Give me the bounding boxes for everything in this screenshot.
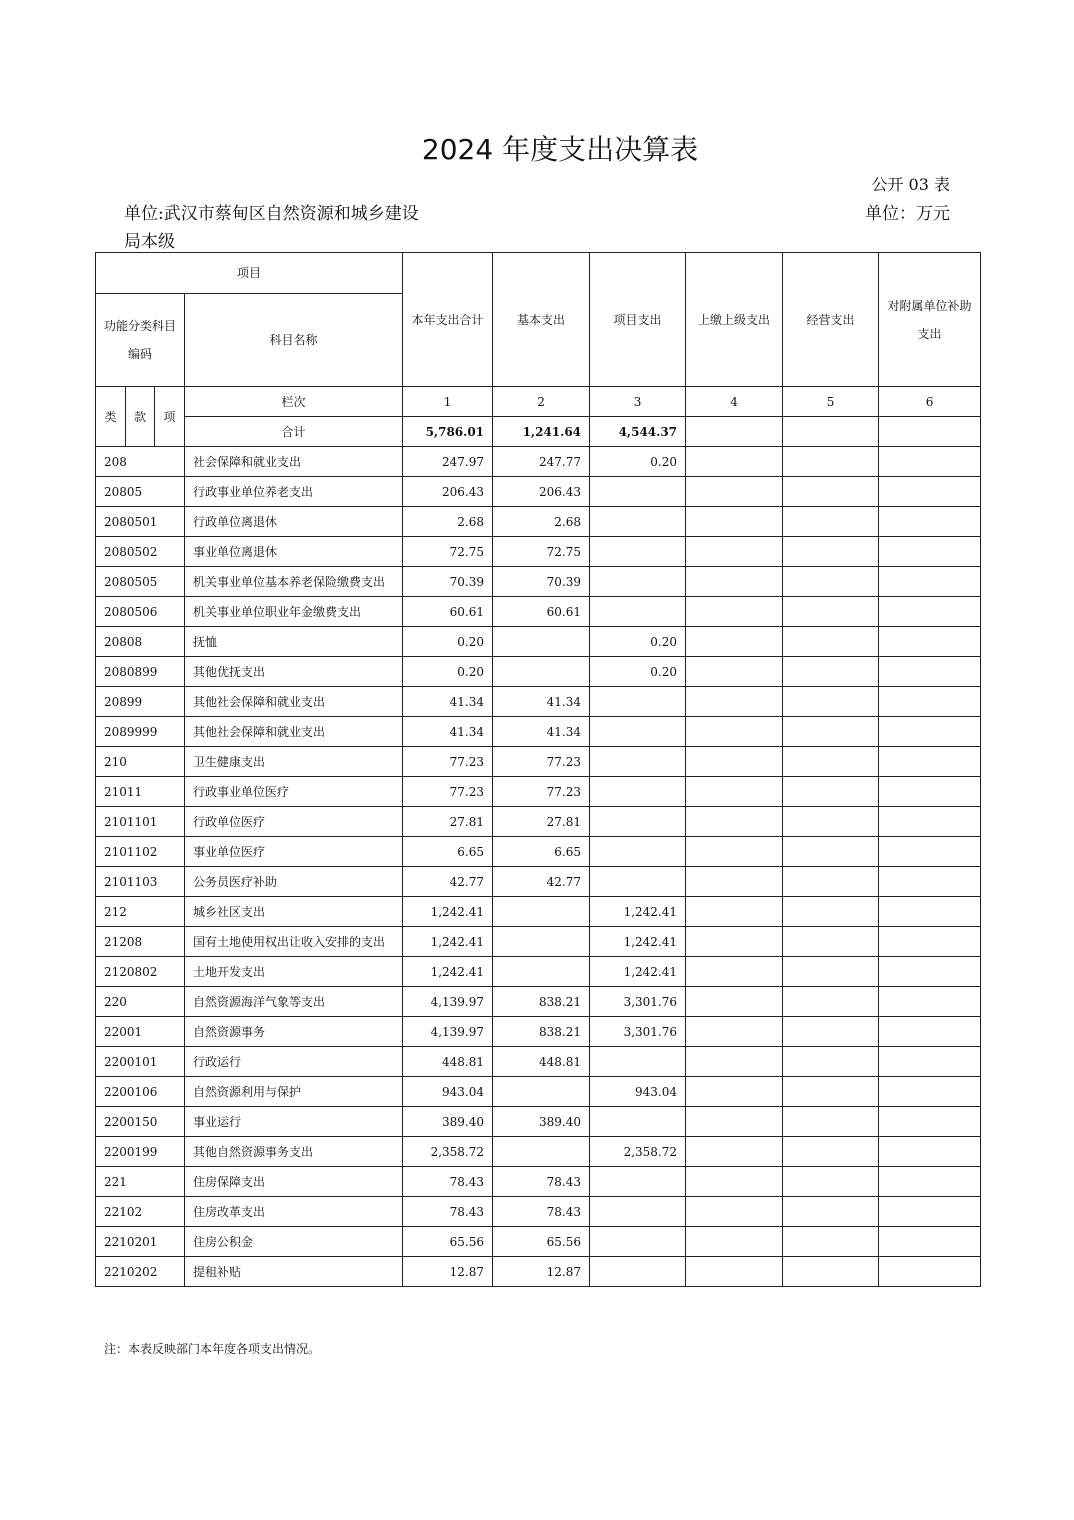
cell-code: 20805	[96, 477, 185, 507]
totals-project: 4,544.37	[590, 417, 686, 447]
cell-subsidy	[879, 477, 981, 507]
cell-upper	[686, 507, 783, 537]
header-subject-name: 科目名称	[185, 294, 403, 387]
header-func-code: 功能分类科目编码	[96, 294, 185, 387]
cell-project	[590, 717, 686, 747]
cell-operation	[783, 1107, 879, 1137]
cell-upper	[686, 807, 783, 837]
cell-operation	[783, 687, 879, 717]
cell-subsidy	[879, 1047, 981, 1077]
header-total: 本年支出合计	[403, 253, 493, 387]
cell-subject-name: 自然资源利用与保护	[185, 1077, 403, 1107]
cell-subsidy	[879, 627, 981, 657]
cell-subsidy	[879, 687, 981, 717]
cell-code: 220	[96, 987, 185, 1017]
cell-project: 0.20	[590, 657, 686, 687]
cell-basic	[493, 627, 590, 657]
header-xiang: 项	[155, 387, 185, 447]
table-row	[96, 807, 981, 837]
cell-subject-name: 土地开发支出	[185, 957, 403, 987]
cell-subject-name: 机关事业单位职业年金缴费支出	[185, 597, 403, 627]
cell-operation	[783, 567, 879, 597]
cell-code: 2080501	[96, 507, 185, 537]
cell-basic	[493, 1137, 590, 1167]
cell-project	[590, 567, 686, 597]
unit-organization-line1: 单位:武汉市蔡甸区自然资源和城乡建设	[124, 204, 419, 224]
cell-code: 22001	[96, 1017, 185, 1047]
cell-operation	[783, 477, 879, 507]
cell-project: 1,242.41	[590, 927, 686, 957]
totals-total: 5,786.01	[403, 417, 493, 447]
header-project: 项目支出	[590, 253, 686, 387]
cell-total: 2.68	[403, 507, 493, 537]
cell-operation	[783, 537, 879, 567]
cell-subject-name: 住房改革支出	[185, 1197, 403, 1227]
cell-total: 41.34	[403, 717, 493, 747]
cell-upper	[686, 447, 783, 477]
cell-subsidy	[879, 867, 981, 897]
cell-basic: 2.68	[493, 507, 590, 537]
cell-basic: 247.77	[493, 447, 590, 477]
cell-basic: 389.40	[493, 1107, 590, 1137]
cell-subject-name: 卫生健康支出	[185, 747, 403, 777]
cell-total: 42.77	[403, 867, 493, 897]
cell-total: 4,139.97	[403, 1017, 493, 1047]
cell-upper	[686, 537, 783, 567]
header-item: 项目	[96, 253, 403, 294]
cell-subsidy	[879, 1197, 981, 1227]
cell-total: 78.43	[403, 1197, 493, 1227]
form-number: 公开 03 表	[871, 175, 950, 194]
table-row	[96, 687, 981, 717]
cell-subject-name: 事业运行	[185, 1107, 403, 1137]
table-row	[96, 837, 981, 867]
cell-basic: 12.87	[493, 1257, 590, 1287]
cell-project: 1,242.41	[590, 957, 686, 987]
cell-subsidy	[879, 717, 981, 747]
cell-subject-name: 机关事业单位基本养老保险缴费支出	[185, 567, 403, 597]
cell-total: 65.56	[403, 1227, 493, 1257]
table-body	[96, 253, 981, 1287]
cell-upper	[686, 777, 783, 807]
cell-subject-name: 自然资源事务	[185, 1017, 403, 1047]
cell-code: 2210201	[96, 1227, 185, 1257]
cell-operation	[783, 1137, 879, 1167]
cell-total: 77.23	[403, 777, 493, 807]
table-row	[96, 987, 981, 1017]
cell-project	[590, 1257, 686, 1287]
cell-operation	[783, 627, 879, 657]
col-index-2: 2	[493, 387, 590, 417]
table-row	[96, 1257, 981, 1287]
cell-upper	[686, 1077, 783, 1107]
header-operation: 经营支出	[783, 253, 879, 387]
cell-upper	[686, 1017, 783, 1047]
totals-row	[96, 417, 981, 447]
cell-subsidy	[879, 597, 981, 627]
cell-code: 2200199	[96, 1137, 185, 1167]
cell-subsidy	[879, 747, 981, 777]
cell-basic: 41.34	[493, 717, 590, 747]
cell-basic: 27.81	[493, 807, 590, 837]
cell-operation	[783, 717, 879, 747]
cell-code: 210	[96, 747, 185, 777]
table-row	[96, 537, 981, 567]
table-row	[96, 1197, 981, 1227]
cell-subsidy	[879, 927, 981, 957]
cell-code: 2200150	[96, 1107, 185, 1137]
header-kuan: 款	[126, 387, 155, 447]
cell-code: 2101102	[96, 837, 185, 867]
cell-basic: 72.75	[493, 537, 590, 567]
cell-total: 27.81	[403, 807, 493, 837]
cell-upper	[686, 987, 783, 1017]
col-index-3: 3	[590, 387, 686, 417]
cell-project	[590, 777, 686, 807]
cell-subsidy	[879, 567, 981, 597]
cell-operation	[783, 897, 879, 927]
cell-subsidy	[879, 957, 981, 987]
cell-code: 2080899	[96, 657, 185, 687]
cell-code: 2120802	[96, 957, 185, 987]
cell-code: 21208	[96, 927, 185, 957]
cell-subject-name: 行政单位离退休	[185, 507, 403, 537]
cell-subsidy	[879, 657, 981, 687]
header-row-1	[96, 253, 981, 294]
cell-operation	[783, 507, 879, 537]
cell-basic: 838.21	[493, 987, 590, 1017]
cell-code: 2200101	[96, 1047, 185, 1077]
cell-code: 221	[96, 1167, 185, 1197]
col-index-1: 1	[403, 387, 493, 417]
cell-total: 60.61	[403, 597, 493, 627]
cell-total: 77.23	[403, 747, 493, 777]
table-row	[96, 597, 981, 627]
cell-upper	[686, 897, 783, 927]
cell-code: 21011	[96, 777, 185, 807]
cell-upper	[686, 1167, 783, 1197]
cell-operation	[783, 1047, 879, 1077]
cell-project	[590, 477, 686, 507]
cell-basic	[493, 957, 590, 987]
cell-subject-name: 抚恤	[185, 627, 403, 657]
cell-subsidy	[879, 1017, 981, 1047]
cell-project: 3,301.76	[590, 1017, 686, 1047]
cell-operation	[783, 1227, 879, 1257]
table-row	[96, 1167, 981, 1197]
cell-subject-name: 行政运行	[185, 1047, 403, 1077]
header-upper: 上缴上级支出	[686, 253, 783, 387]
cell-project	[590, 687, 686, 717]
cell-basic: 6.65	[493, 837, 590, 867]
cell-subject-name: 事业单位医疗	[185, 837, 403, 867]
cell-code: 2080502	[96, 537, 185, 567]
cell-total: 0.20	[403, 627, 493, 657]
cell-operation	[783, 597, 879, 627]
cell-subject-name: 行政事业单位医疗	[185, 777, 403, 807]
cell-project: 943.04	[590, 1077, 686, 1107]
cell-code: 2210202	[96, 1257, 185, 1287]
table-row	[96, 1137, 981, 1167]
cell-project	[590, 1047, 686, 1077]
cell-basic: 77.23	[493, 747, 590, 777]
cell-basic	[493, 927, 590, 957]
cell-code: 2080505	[96, 567, 185, 597]
cell-upper	[686, 597, 783, 627]
col-index-6: 6	[879, 387, 981, 417]
cell-total: 2,358.72	[403, 1137, 493, 1167]
cell-total: 247.97	[403, 447, 493, 477]
cell-upper	[686, 747, 783, 777]
cell-basic: 206.43	[493, 477, 590, 507]
cell-subsidy	[879, 1107, 981, 1137]
table-row	[96, 897, 981, 927]
cell-subsidy	[879, 1227, 981, 1257]
cell-subject-name: 其他自然资源事务支出	[185, 1137, 403, 1167]
cell-subject-name: 公务员医疗补助	[185, 867, 403, 897]
cell-subject-name: 住房公积金	[185, 1227, 403, 1257]
cell-project	[590, 1167, 686, 1197]
cell-subject-name: 社会保障和就业支出	[185, 447, 403, 477]
cell-basic: 448.81	[493, 1047, 590, 1077]
cell-total: 389.40	[403, 1107, 493, 1137]
cell-operation	[783, 837, 879, 867]
cell-upper	[686, 1107, 783, 1137]
cell-operation	[783, 927, 879, 957]
totals-operation	[783, 417, 879, 447]
cell-upper	[686, 1197, 783, 1227]
cell-subject-name: 行政单位医疗	[185, 807, 403, 837]
cell-subsidy	[879, 537, 981, 567]
cell-subject-name: 自然资源海洋气象等支出	[185, 987, 403, 1017]
table-row	[96, 927, 981, 957]
table-row	[96, 747, 981, 777]
table-row	[96, 1047, 981, 1077]
cell-basic: 65.56	[493, 1227, 590, 1257]
cell-subject-name: 其他优抚支出	[185, 657, 403, 687]
cell-project	[590, 837, 686, 867]
totals-upper	[686, 417, 783, 447]
cell-basic: 41.34	[493, 687, 590, 717]
cell-operation	[783, 1077, 879, 1107]
cell-code: 22102	[96, 1197, 185, 1227]
cell-total: 70.39	[403, 567, 493, 597]
totals-subsidy	[879, 417, 981, 447]
cell-code: 2200106	[96, 1077, 185, 1107]
cell-basic: 77.23	[493, 777, 590, 807]
table-row	[96, 777, 981, 807]
cell-basic	[493, 657, 590, 687]
unit-organization	[124, 200, 419, 256]
cell-upper	[686, 1047, 783, 1077]
cell-code: 2080506	[96, 597, 185, 627]
cell-basic: 42.77	[493, 867, 590, 897]
cell-upper	[686, 1227, 783, 1257]
cell-upper	[686, 927, 783, 957]
cell-project	[590, 1107, 686, 1137]
col-index-5: 5	[783, 387, 879, 417]
table-row	[96, 477, 981, 507]
cell-project	[590, 537, 686, 567]
cell-total: 12.87	[403, 1257, 493, 1287]
cell-project: 0.20	[590, 447, 686, 477]
cell-project: 3,301.76	[590, 987, 686, 1017]
cell-code: 208	[96, 447, 185, 477]
cell-total: 1,242.41	[403, 927, 493, 957]
table-row	[96, 1017, 981, 1047]
cell-upper	[686, 957, 783, 987]
table-row	[96, 657, 981, 687]
cell-basic	[493, 1077, 590, 1107]
table-row	[96, 567, 981, 597]
cell-upper	[686, 627, 783, 657]
expenditure-table	[95, 252, 981, 1287]
cell-subsidy	[879, 897, 981, 927]
cell-operation	[783, 1167, 879, 1197]
cell-subject-name: 城乡社区支出	[185, 897, 403, 927]
cell-code: 2089999	[96, 717, 185, 747]
cell-basic: 838.21	[493, 1017, 590, 1047]
cell-code: 2101103	[96, 867, 185, 897]
header-column-order: 栏次	[185, 387, 403, 417]
cell-project	[590, 1197, 686, 1227]
table-row	[96, 957, 981, 987]
cell-upper	[686, 567, 783, 597]
cell-total: 0.20	[403, 657, 493, 687]
cell-subsidy	[879, 1137, 981, 1167]
totals-label: 合计	[185, 417, 403, 447]
cell-subject-name: 行政事业单位养老支出	[185, 477, 403, 507]
cell-subject-name: 住房保障支出	[185, 1167, 403, 1197]
cell-operation	[783, 777, 879, 807]
cell-operation	[783, 1017, 879, 1047]
cell-upper	[686, 837, 783, 867]
cell-operation	[783, 957, 879, 987]
table-row	[96, 1107, 981, 1137]
cell-basic: 70.39	[493, 567, 590, 597]
totals-basic: 1,241.64	[493, 417, 590, 447]
cell-upper	[686, 867, 783, 897]
cell-code: 20899	[96, 687, 185, 717]
cell-project	[590, 867, 686, 897]
table-note: 注：本表反映部门本年度各项支出情况。	[104, 1342, 321, 1356]
table-row	[96, 717, 981, 747]
cell-code: 212	[96, 897, 185, 927]
cell-upper	[686, 717, 783, 747]
cell-total: 4,139.97	[403, 987, 493, 1017]
col-index-4: 4	[686, 387, 783, 417]
cell-subsidy	[879, 1077, 981, 1107]
table-row	[96, 867, 981, 897]
cell-project	[590, 507, 686, 537]
cell-subject-name: 其他社会保障和就业支出	[185, 687, 403, 717]
cell-project	[590, 1227, 686, 1257]
cell-total: 1,242.41	[403, 957, 493, 987]
cell-operation	[783, 867, 879, 897]
cell-basic: 60.61	[493, 597, 590, 627]
cell-operation	[783, 747, 879, 777]
unit-organization-line2: 局本级	[124, 232, 175, 252]
cell-project: 0.20	[590, 627, 686, 657]
cell-operation	[783, 657, 879, 687]
cell-subsidy	[879, 987, 981, 1017]
cell-subsidy	[879, 777, 981, 807]
cell-subsidy	[879, 507, 981, 537]
cell-subsidy	[879, 807, 981, 837]
cell-project	[590, 747, 686, 777]
page-title: 2024 年度支出决算表	[421, 133, 699, 166]
cell-upper	[686, 477, 783, 507]
cell-code: 20808	[96, 627, 185, 657]
cell-upper	[686, 687, 783, 717]
cell-subsidy	[879, 1167, 981, 1197]
header-lei: 类	[96, 387, 126, 447]
cell-total: 1,242.41	[403, 897, 493, 927]
cell-project: 1,242.41	[590, 897, 686, 927]
cell-subject-name: 其他社会保障和就业支出	[185, 717, 403, 747]
cell-operation	[783, 447, 879, 477]
unit-currency: 单位：万元	[865, 204, 950, 224]
cell-operation	[783, 1257, 879, 1287]
table-row	[96, 447, 981, 477]
cell-total: 6.65	[403, 837, 493, 867]
cell-operation	[783, 1197, 879, 1227]
cell-project	[590, 597, 686, 627]
cell-basic: 78.43	[493, 1167, 590, 1197]
cell-total: 72.75	[403, 537, 493, 567]
header-basic: 基本支出	[493, 253, 590, 387]
table-row	[96, 1077, 981, 1107]
cell-basic: 78.43	[493, 1197, 590, 1227]
cell-total: 78.43	[403, 1167, 493, 1197]
cell-subsidy	[879, 1257, 981, 1287]
cell-total: 206.43	[403, 477, 493, 507]
header-subsidy: 对附属单位补助支出	[879, 253, 981, 387]
header-row-3	[96, 387, 981, 417]
cell-basic	[493, 897, 590, 927]
cell-subject-name: 提租补贴	[185, 1257, 403, 1287]
cell-subsidy	[879, 837, 981, 867]
cell-upper	[686, 657, 783, 687]
cell-operation	[783, 807, 879, 837]
cell-subject-name: 事业单位离退休	[185, 537, 403, 567]
cell-project: 2,358.72	[590, 1137, 686, 1167]
table-row	[96, 507, 981, 537]
cell-subsidy	[879, 447, 981, 477]
cell-subject-name: 国有土地使用权出让收入安排的支出	[185, 927, 403, 957]
cell-code: 2101101	[96, 807, 185, 837]
cell-project	[590, 807, 686, 837]
table-row	[96, 627, 981, 657]
table-row	[96, 1227, 981, 1257]
cell-total: 943.04	[403, 1077, 493, 1107]
cell-upper	[686, 1137, 783, 1167]
cell-upper	[686, 1257, 783, 1287]
cell-total: 448.81	[403, 1047, 493, 1077]
cell-operation	[783, 987, 879, 1017]
cell-total: 41.34	[403, 687, 493, 717]
